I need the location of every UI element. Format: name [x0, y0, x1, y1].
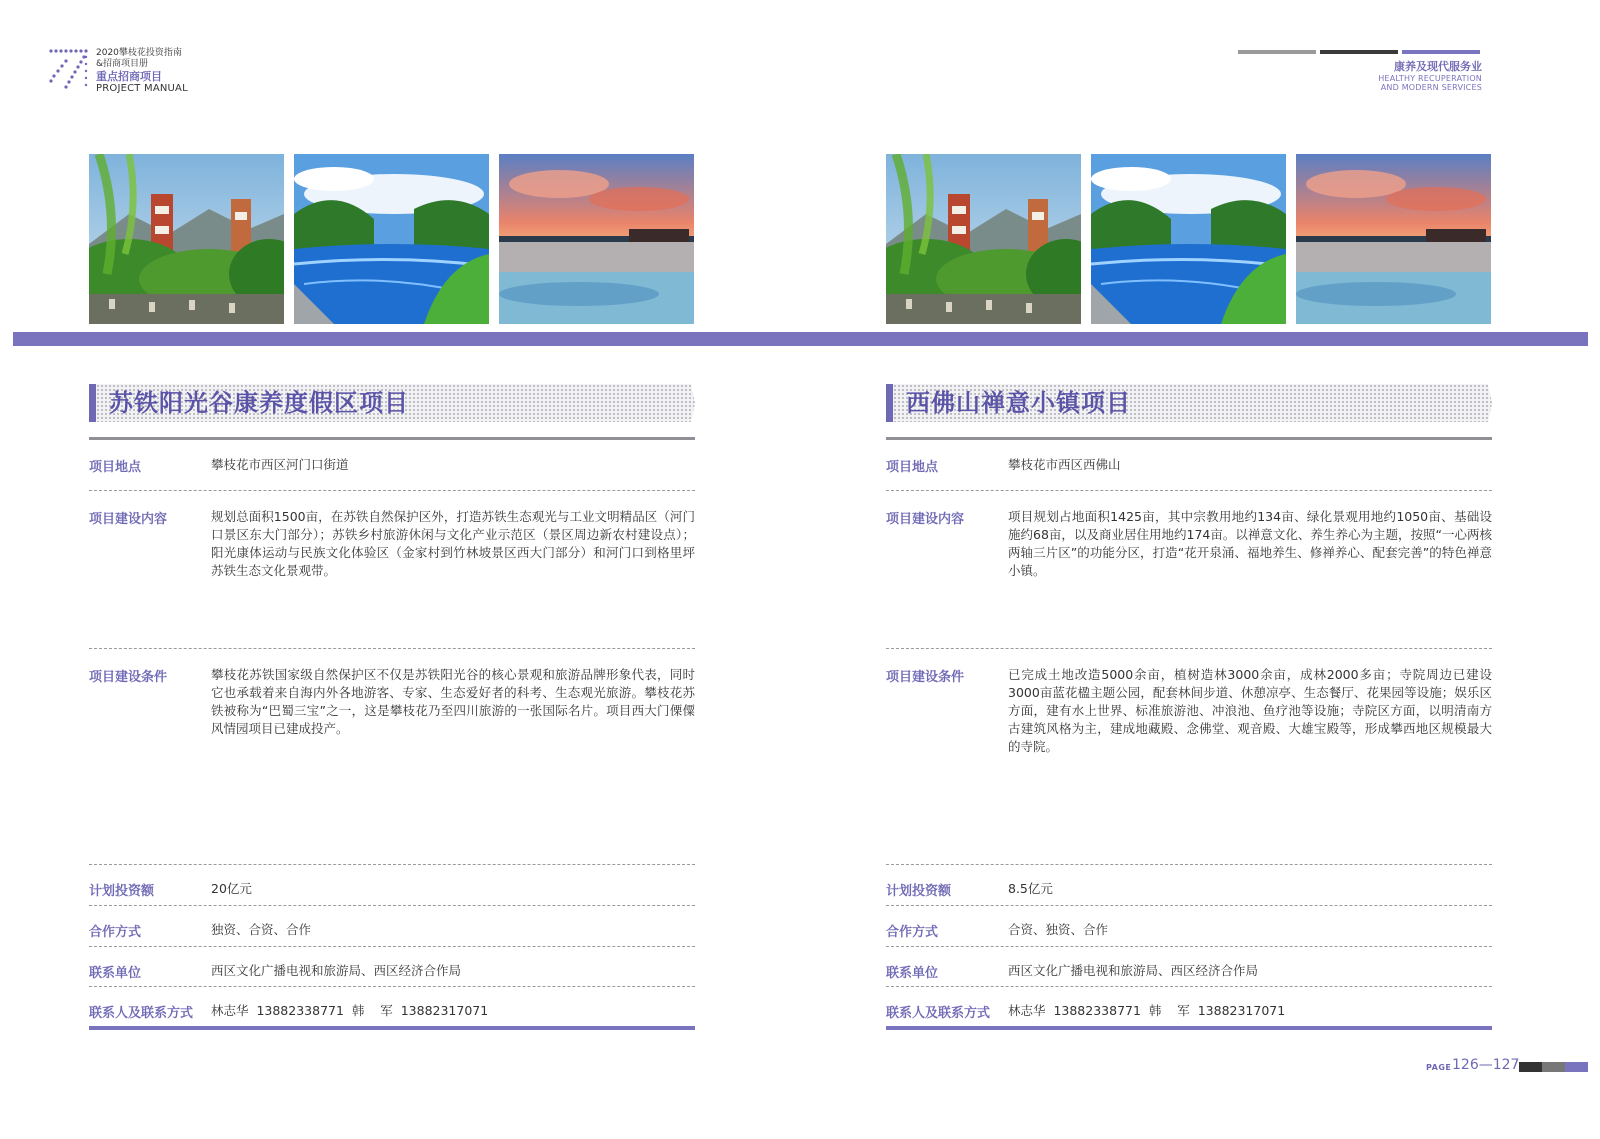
towers-photo-icon	[89, 154, 284, 324]
label-unit: 联系单位	[89, 966, 142, 981]
section-title	[1378, 60, 1482, 92]
label-cooperation: 合作方式	[886, 925, 939, 940]
photo-pool-right	[1091, 154, 1286, 324]
value-location: 攀枝花市西区河门口街道	[211, 457, 349, 472]
photo-towers-right	[886, 154, 1081, 324]
brand-line-2: &招商项目册	[96, 59, 149, 69]
label-location: 项目地点	[886, 460, 939, 475]
value-investment: 8.5亿元	[1008, 881, 1053, 896]
dashed-divider	[886, 490, 1492, 491]
brand-line-3: 重点招商项目	[96, 70, 162, 83]
label-investment: 计划投资额	[89, 884, 155, 899]
dashed-divider	[886, 864, 1492, 865]
brand-logo	[48, 48, 208, 94]
pool-photo-icon	[294, 154, 489, 324]
label-location: 项目地点	[89, 460, 142, 475]
label-investment: 计划投资额	[886, 884, 952, 899]
value-content: 项目规划占地面积1425亩，其中宗教用地约134亩、绿化景观用地约1050亩、基础设施约68亩，以及商业居住用地约174亩。以禅意文化、养生养心为主题，按照“一心两核两轴三片区”的功能分区，打造“花开泉涌、福地养生、修禅养心、配套完善”的特色禅意小镇。	[1008, 509, 1492, 578]
section-title-en-2: AND MODERN SERVICES	[1380, 83, 1482, 92]
project-title: 西佛山禅意小镇项目	[906, 389, 1131, 417]
dashed-divider	[886, 946, 1492, 947]
page-bar-1	[1519, 1062, 1542, 1072]
label-conditions: 项目建设条件	[89, 670, 168, 685]
section-bar-1	[1238, 50, 1316, 54]
value-cooperation: 合资、独资、合作	[1008, 922, 1109, 937]
sunset-lake-photo-icon	[499, 154, 694, 324]
page-prefix: PAGE	[1426, 1063, 1452, 1072]
project-column-left	[89, 384, 695, 1021]
value-unit: 西区文化广播电视和旅游局、西区经济合作局	[1008, 963, 1259, 978]
value-unit: 西区文化广播电视和旅游局、西区经济合作局	[211, 963, 462, 978]
dashed-divider	[886, 905, 1492, 906]
project-title-bar	[886, 384, 1492, 422]
label-contact: 联系人及联系方式	[89, 1006, 194, 1021]
dashed-divider	[89, 986, 695, 987]
bottom-rule	[886, 1026, 1492, 1030]
value-cooperation: 独资、合资、合作	[211, 922, 312, 937]
brand-line-4: PROJECT MANUAL	[96, 83, 188, 94]
towers-photo-icon	[886, 154, 1081, 324]
title-accent	[89, 384, 96, 422]
page-bar-2	[1542, 1062, 1565, 1072]
project-title-bar	[89, 384, 695, 422]
project-title: 苏铁阳光谷康养度假区项目	[109, 389, 409, 417]
dashed-divider	[89, 490, 695, 491]
value-contact: 林志华 13882338771 韩 军 13882317071	[211, 1003, 489, 1018]
photo-sunset-right	[1296, 154, 1491, 324]
label-unit: 联系单位	[886, 966, 939, 981]
project-column-right	[886, 384, 1492, 1021]
label-cooperation: 合作方式	[89, 925, 142, 940]
title-rule	[89, 437, 695, 440]
dashed-divider	[89, 905, 695, 906]
section-title-en-1: HEALTHY RECUPERATION	[1378, 74, 1482, 83]
photo-towers-left	[89, 154, 284, 324]
section-bar-2	[1320, 50, 1398, 54]
purple-divider-band	[13, 332, 1588, 346]
page-bar-3	[1565, 1062, 1588, 1072]
label-contact: 联系人及联系方式	[886, 1006, 991, 1021]
title-rule	[886, 437, 1492, 440]
label-conditions: 项目建设条件	[886, 670, 965, 685]
dashed-divider	[89, 864, 695, 865]
photo-sunset-left	[499, 154, 694, 324]
photo-pool-left	[294, 154, 489, 324]
pool-photo-icon	[1091, 154, 1286, 324]
value-content: 规划总面积1500亩，在苏铁自然保护区外，打造苏铁生态观光与工业文明精品区（河门口景区东大门部分）；苏铁乡村旅游休闲与文化产业示范区（景区周边新农村建设点）；阳光康体运动与民族文化体验区（金家村到竹林坡景区西大门部分）和河门口到格里坪苏铁生态文化景观带。	[211, 509, 695, 578]
dashed-divider	[89, 946, 695, 947]
dashed-divider	[886, 986, 1492, 987]
bottom-rule	[89, 1026, 695, 1030]
brand-text	[96, 48, 188, 94]
section-title-cn: 康养及现代服务业	[1394, 60, 1482, 73]
page-range: 126—127	[1452, 1057, 1520, 1073]
label-content: 项目建设内容	[89, 512, 168, 527]
title-accent	[886, 384, 893, 422]
value-conditions: 攀枝花苏铁国家级自然保护区不仅是苏铁阳光谷的核心景观和旅游品牌形象代表，同时它也承载着来自海内外各地游客、专家、生态爱好者的科考、生态观光旅游。攀枝花苏铁被称为“巴蜀三宝”之一，这是攀枝花乃至四川旅游的一张国际名片。项目西大门傈僳风情园项目已建成投产。	[211, 667, 695, 736]
section-indicator-bars	[1238, 50, 1482, 54]
page-bars	[1519, 1062, 1588, 1072]
value-location: 攀枝花市西区西佛山	[1008, 457, 1121, 472]
dashed-divider	[886, 648, 1492, 649]
dashed-divider	[89, 648, 695, 649]
section-bar-3	[1402, 50, 1480, 54]
value-contact: 林志华 13882338771 韩 军 13882317071	[1008, 1003, 1286, 1018]
label-content: 项目建设内容	[886, 512, 965, 527]
sunset-lake-photo-icon	[1296, 154, 1491, 324]
brand-line-1: 2020攀枝花投资指南	[96, 48, 182, 58]
value-conditions: 已完成土地改造5000余亩，植树造林3000余亩，成林2000多亩；寺院周边已建设3000亩蓝花楹主题公园，配套林间步道、休憩凉亭、生态餐厅、花果园等设施；娱乐区方面，建有水上世界、标准旅游池、冲浪池、鱼疗池等设施；寺院区方面，以明清南方古建筑风格为主，建成地藏殿、念佛堂、观音殿、大雄宝殿等，形成攀西地区规模最大的寺院。	[1008, 667, 1492, 754]
seven-dots-logo-icon	[48, 48, 90, 90]
value-investment: 20亿元	[211, 881, 252, 896]
